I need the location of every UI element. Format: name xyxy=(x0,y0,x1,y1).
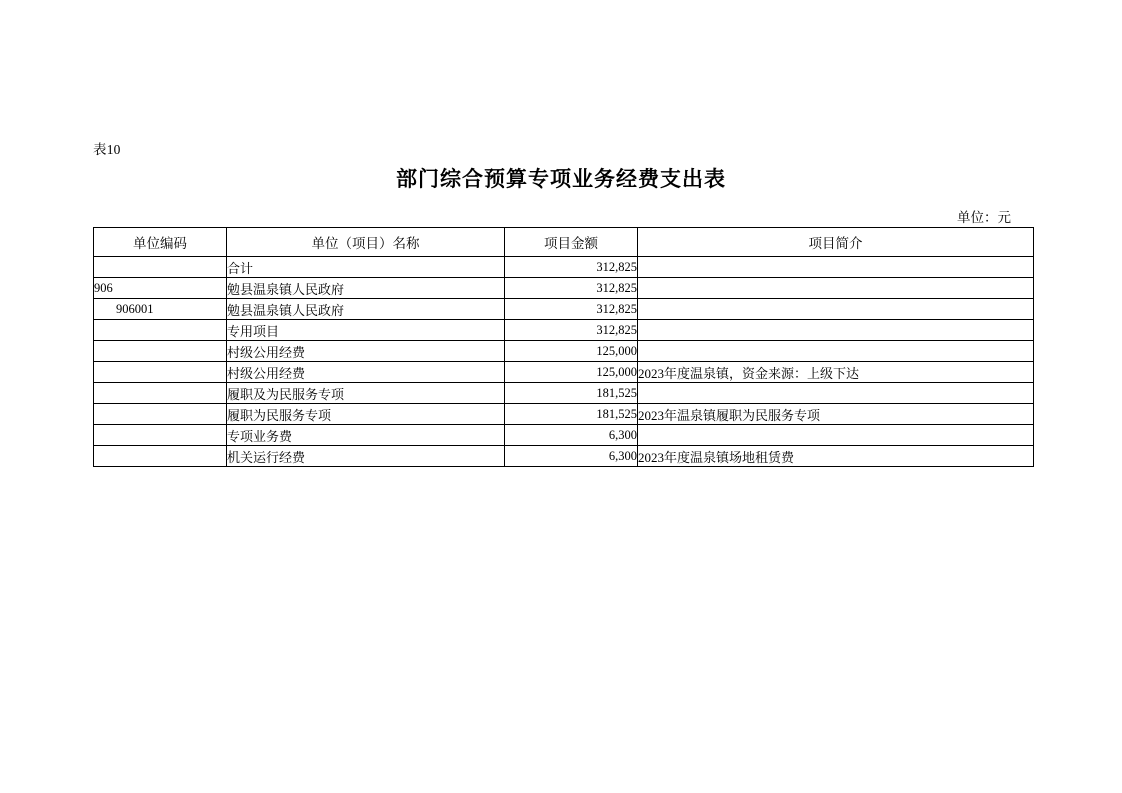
cell-amount: 312,825 xyxy=(505,278,638,299)
column-header-name: 单位（项目）名称 xyxy=(227,228,505,257)
cell-amount: 312,825 xyxy=(505,299,638,320)
table-row xyxy=(94,341,1034,362)
cell-description xyxy=(638,257,1034,278)
cell-code xyxy=(94,257,227,278)
cell-code xyxy=(94,404,227,425)
cell-name: 合计 xyxy=(227,257,505,278)
cell-code xyxy=(94,362,227,383)
cell-code xyxy=(94,320,227,341)
table-row xyxy=(94,404,1034,425)
cell-description xyxy=(638,299,1034,320)
cell-amount: 312,825 xyxy=(505,257,638,278)
cell-description xyxy=(638,278,1034,299)
table-row xyxy=(94,425,1034,446)
table-row xyxy=(94,446,1034,467)
cell-name: 履职及为民服务专项 xyxy=(227,383,505,404)
cell-description: 2023年度温泉镇，资金来源：上级下达 xyxy=(638,362,1034,383)
cell-code xyxy=(94,446,227,467)
table-header-row xyxy=(94,228,1034,257)
cell-description xyxy=(638,383,1034,404)
unit-note: 单位：元 xyxy=(957,210,1011,225)
cell-name: 专用项目 xyxy=(227,320,505,341)
table-row xyxy=(94,278,1034,299)
cell-name: 村级公用经费 xyxy=(227,341,505,362)
cell-code: 906001 xyxy=(94,299,227,320)
cell-amount: 312,825 xyxy=(505,320,638,341)
cell-code xyxy=(94,425,227,446)
cell-amount: 181,525 xyxy=(505,404,638,425)
column-header-amount: 项目金额 xyxy=(505,228,638,257)
table-row xyxy=(94,383,1034,404)
column-header-description: 项目简介 xyxy=(638,228,1034,257)
cell-amount: 6,300 xyxy=(505,425,638,446)
table-row xyxy=(94,257,1034,278)
cell-name: 机关运行经费 xyxy=(227,446,505,467)
cell-name: 勉县温泉镇人民政府 xyxy=(227,278,505,299)
cell-description xyxy=(638,320,1034,341)
sheet-label: 表10 xyxy=(93,142,121,157)
table-row xyxy=(94,320,1034,341)
cell-name: 村级公用经费 xyxy=(227,362,505,383)
cell-amount: 125,000 xyxy=(505,341,638,362)
cell-description: 2023年温泉镇履职为民服务专项 xyxy=(638,404,1034,425)
cell-name: 履职为民服务专项 xyxy=(227,404,505,425)
cell-name: 专项业务费 xyxy=(227,425,505,446)
cell-description xyxy=(638,425,1034,446)
cell-amount: 181,525 xyxy=(505,383,638,404)
cell-amount: 6,300 xyxy=(505,446,638,467)
cell-code xyxy=(94,383,227,404)
cell-code xyxy=(94,341,227,362)
cell-description xyxy=(638,341,1034,362)
page-title: 部门综合预算专项业务经费支出表 xyxy=(396,167,726,191)
table-row xyxy=(94,362,1034,383)
budget-table xyxy=(93,227,1034,467)
cell-name: 勉县温泉镇人民政府 xyxy=(227,299,505,320)
cell-code: 906 xyxy=(94,278,227,299)
cell-amount: 125,000 xyxy=(505,362,638,383)
table-row xyxy=(94,299,1034,320)
table-body xyxy=(94,257,1034,467)
column-header-code: 单位编码 xyxy=(94,228,227,257)
cell-description: 2023年度温泉镇场地租赁费 xyxy=(638,446,1034,467)
